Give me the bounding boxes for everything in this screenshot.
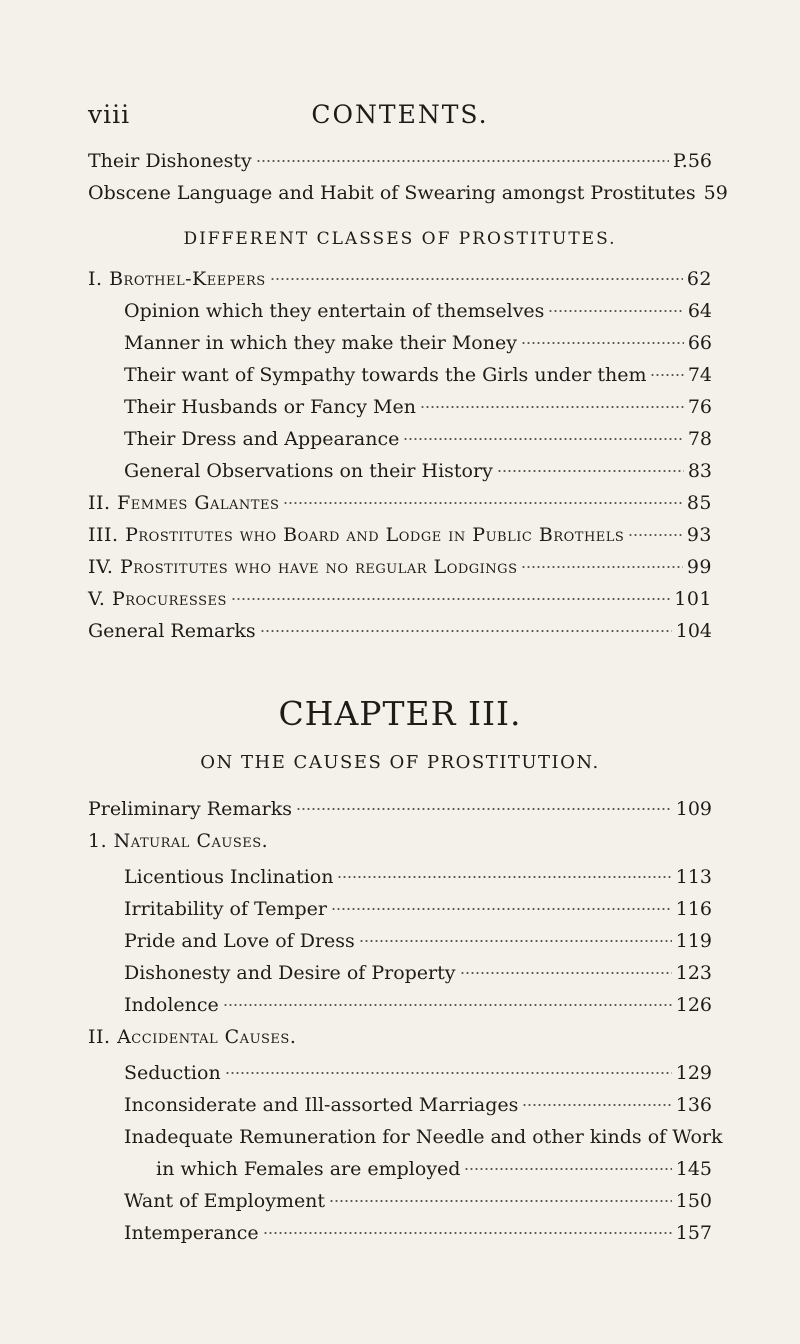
leader-dots xyxy=(403,436,683,442)
toc-entry xyxy=(124,396,712,418)
toc-page: 113 xyxy=(675,866,712,888)
leader-dots xyxy=(521,340,684,346)
toc-entry xyxy=(124,1062,712,1084)
toc-label: I. Brothel-Keepers xyxy=(88,268,266,290)
toc-entry xyxy=(88,182,728,204)
toc-label: Inconsiderate and Ill-assorted Marriages xyxy=(124,1094,519,1116)
leader-dots xyxy=(628,532,683,538)
toc-page: 101 xyxy=(674,588,712,610)
toc-label: IV. Prostitutes who have no regular Lodgings xyxy=(88,556,518,578)
toc-page: 129 xyxy=(675,1062,712,1084)
toc-label: General Remarks xyxy=(88,620,256,642)
toc-entry xyxy=(124,1222,712,1244)
toc-label: Irritability of Temper xyxy=(124,898,327,920)
toc-page: 119 xyxy=(675,930,712,952)
leader-dots xyxy=(359,938,672,944)
toc-page: 78 xyxy=(687,428,712,450)
toc-page: 145 xyxy=(675,1158,712,1180)
toc-label: Dishonesty and Desire of Property xyxy=(124,962,456,984)
toc-page: 74 xyxy=(687,364,712,386)
toc-entry xyxy=(88,620,712,642)
toc-entry xyxy=(124,332,712,354)
leader-dots xyxy=(283,500,682,506)
leader-dots xyxy=(256,158,669,164)
toc-entry xyxy=(124,930,712,952)
toc-page: 104 xyxy=(675,620,712,642)
leader-dots xyxy=(497,468,684,474)
toc-entry xyxy=(124,898,712,920)
page-header xyxy=(88,100,712,140)
toc-entry xyxy=(88,492,712,514)
toc-entry xyxy=(88,556,712,578)
toc-entry xyxy=(124,364,712,386)
section-title: DIFFERENT CLASSES OF PROSTITUTES. xyxy=(183,229,617,249)
toc-page: 83 xyxy=(687,460,712,482)
toc-label: Their want of Sympathy towards the Girls under them xyxy=(124,364,647,386)
toc-page: 123 xyxy=(675,962,712,984)
toc-entry xyxy=(124,460,712,482)
toc-page: 59 xyxy=(703,182,728,204)
chapter-subtitle: ON THE CAUSES OF PROSTITUTION. xyxy=(200,752,600,773)
toc-page: 85 xyxy=(686,492,712,514)
toc-label: Manner in which they make their Money xyxy=(124,332,517,354)
toc-label: Want of Employment xyxy=(124,1190,326,1212)
leader-dots xyxy=(337,874,671,880)
toc-page: 126 xyxy=(675,994,712,1016)
toc-label: Indolence xyxy=(124,994,219,1016)
natural-causes-heading: 1. Natural Causes. xyxy=(88,830,269,852)
toc-entry xyxy=(124,962,712,984)
toc-entry xyxy=(88,268,712,290)
toc-label: Their Dress and Appearance xyxy=(124,428,400,450)
toc-entry xyxy=(124,866,712,888)
toc-entry xyxy=(88,588,712,610)
toc-label: Pride and Love of Dress xyxy=(124,930,355,952)
leader-dots xyxy=(521,564,682,570)
leader-dots xyxy=(460,970,672,976)
toc-page: P.56 xyxy=(672,150,712,172)
toc-entry xyxy=(124,994,712,1016)
leader-dots xyxy=(296,806,672,812)
toc-page: 66 xyxy=(687,332,712,354)
leader-dots xyxy=(464,1166,671,1172)
leader-dots xyxy=(231,596,670,602)
toc-page: 150 xyxy=(675,1190,712,1212)
toc-label: Licentious Inclination xyxy=(124,866,334,888)
toc-entry xyxy=(88,524,712,546)
toc-label: Opinion which they entertain of themselves xyxy=(124,300,545,322)
toc-page: 136 xyxy=(675,1094,712,1116)
leader-dots xyxy=(331,906,672,912)
toc-page: 76 xyxy=(687,396,712,418)
page-number: viii xyxy=(88,100,131,129)
toc-label: V. Procuresses xyxy=(88,588,227,610)
leader-dots xyxy=(263,1230,672,1236)
toc-label-continued: Inadequate Remuneration for Needle and other kinds of Work xyxy=(124,1126,723,1148)
toc-entry xyxy=(88,798,712,820)
leader-dots xyxy=(522,1102,671,1108)
toc-label: Obscene Language and Habit of Swearing amongst Prostitutes xyxy=(88,182,696,204)
toc-entry xyxy=(124,300,712,322)
toc-page: 109 xyxy=(675,798,712,820)
toc-entry xyxy=(124,1190,712,1212)
toc-label: Their Husbands or Fancy Men xyxy=(124,396,416,418)
leader-dots xyxy=(650,372,683,378)
toc-label: General Observations on their History xyxy=(124,460,493,482)
leader-dots xyxy=(225,1070,672,1076)
toc-page: 64 xyxy=(687,300,712,322)
toc-label: II. Femmes Galantes xyxy=(88,492,280,514)
leader-dots xyxy=(329,1198,672,1204)
toc-page: 62 xyxy=(686,268,712,290)
toc-label: III. Prostitutes who Board and Lodge in Public Brothels xyxy=(88,524,625,546)
toc-label: Preliminary Remarks xyxy=(88,798,293,820)
running-title: CONTENTS. xyxy=(311,100,489,129)
toc-label: in which Females are employed xyxy=(156,1158,461,1180)
toc-page: 93 xyxy=(686,524,712,546)
toc-label: Their Dishonesty xyxy=(88,150,252,172)
toc-entry xyxy=(124,1094,712,1116)
toc-page: 116 xyxy=(675,898,712,920)
toc-page: 157 xyxy=(675,1222,712,1244)
leader-dots xyxy=(420,404,684,410)
leader-dots xyxy=(260,628,672,634)
leader-dots xyxy=(270,276,683,282)
toc-page: 99 xyxy=(686,556,712,578)
toc-label: Intemperance xyxy=(124,1222,259,1244)
leader-dots xyxy=(548,308,683,314)
chapter-title: CHAPTER III. xyxy=(278,694,522,733)
toc-entry xyxy=(124,428,712,450)
leader-dots xyxy=(223,1002,672,1008)
toc-entry xyxy=(156,1158,712,1180)
toc-label: Seduction xyxy=(124,1062,221,1084)
toc-entry xyxy=(88,150,712,172)
accidental-causes-heading: II. Accidental Causes. xyxy=(88,1026,297,1048)
